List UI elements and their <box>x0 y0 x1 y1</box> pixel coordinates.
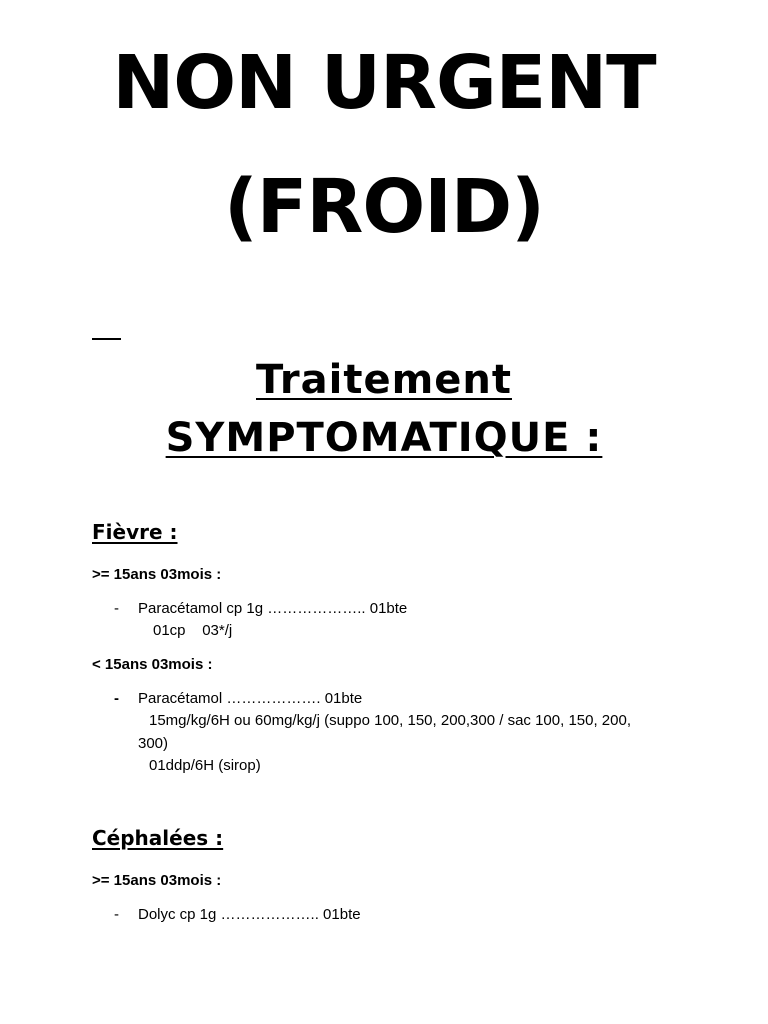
dosage-line: 15mg/kg/6H ou 60mg/kg/j (suppo 100, 150, 200,300 / sac 100, 150, 200, <box>149 712 631 729</box>
age-heading-child: < 15ans 03mois : <box>92 656 213 673</box>
main-title-line1: NON URGENT <box>112 40 656 126</box>
list-bullet: - <box>114 690 119 707</box>
subtitle-line2-text: SYMPTOMATIQUE : <box>165 415 603 461</box>
subtitle-line1 <box>0 357 768 403</box>
medication-line: Paracétamol ………………. 01bte <box>138 690 363 707</box>
age-heading-adult: >= 15ans 03mois : <box>92 566 222 583</box>
medication-line: Dolyc cp 1g ……………….. 01bte <box>138 906 361 923</box>
dosage-line-continued: 300) <box>138 735 169 752</box>
subtitle-line1-text: Traitement <box>256 357 512 403</box>
section-heading-fievre: Fièvre : <box>92 520 178 544</box>
main-title-line2: (FROID) <box>223 164 545 250</box>
dosage-line: 01cp 03*/j <box>153 622 233 639</box>
subtitle-line2 <box>0 415 768 461</box>
medication-line: Paracétamol cp 1g ……………….. 01bte <box>138 600 408 617</box>
dosage-line-sirop: 01ddp/6H (sirop) <box>149 757 261 774</box>
list-bullet: - <box>114 906 119 923</box>
section-heading-cephalees: Céphalées : <box>92 826 224 850</box>
age-heading-adult: >= 15ans 03mois : <box>92 872 222 889</box>
list-bullet: - <box>114 600 119 617</box>
short-rule-divider <box>92 338 121 340</box>
